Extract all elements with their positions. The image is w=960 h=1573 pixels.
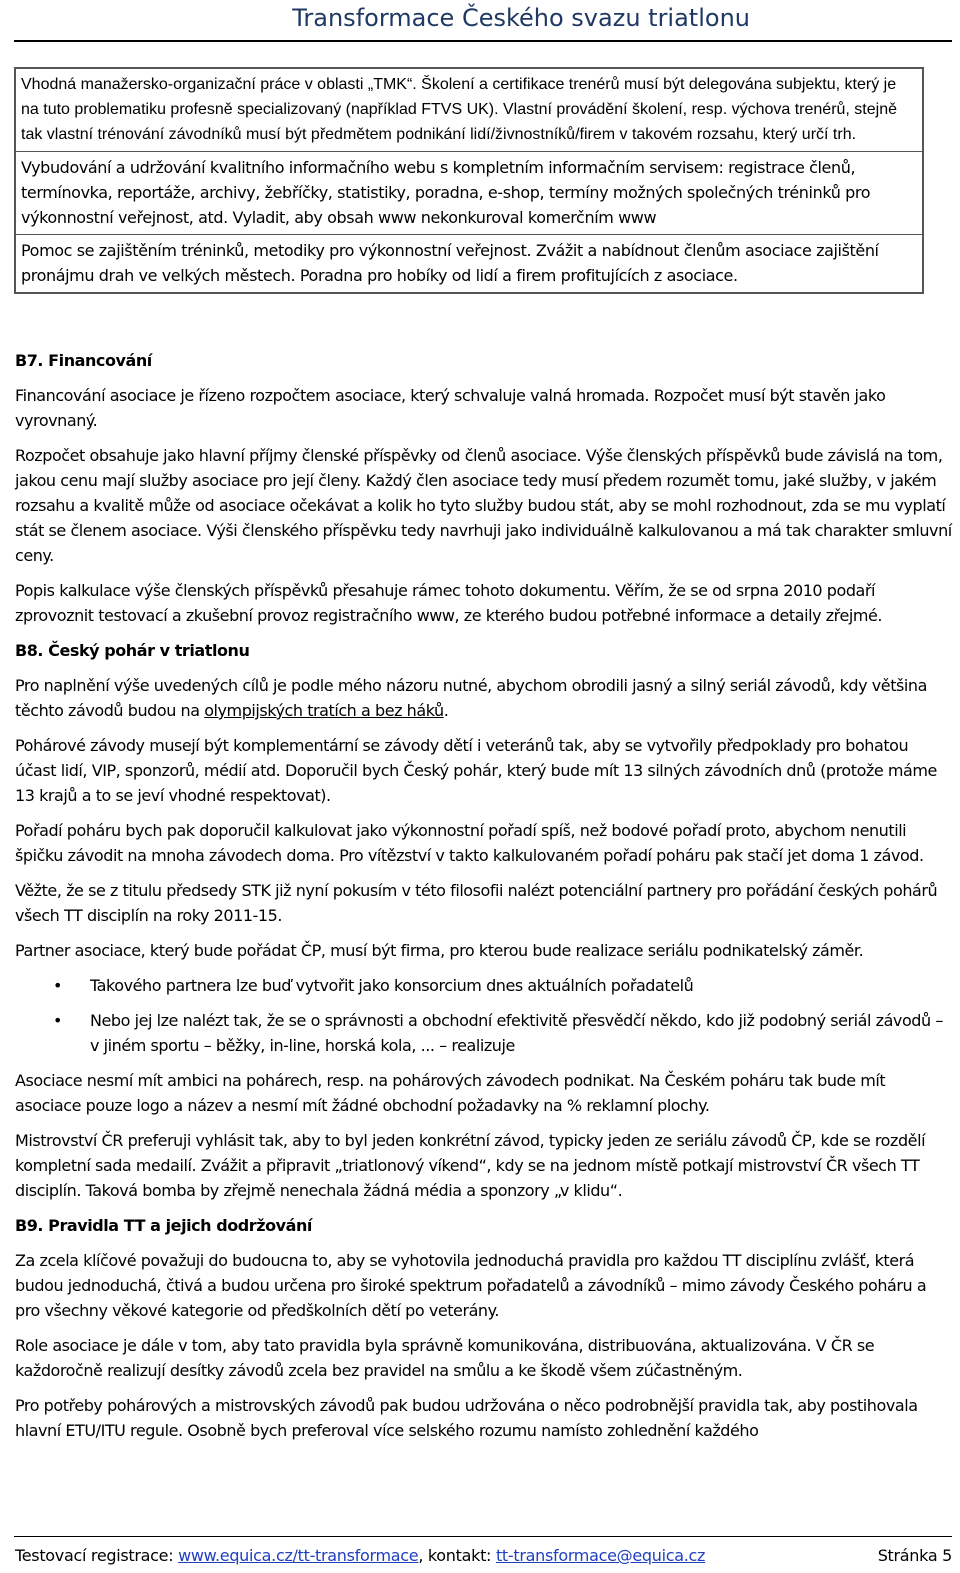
paragraph: Pořadí poháru bych pak doporučil kalkulovat jako výkonnostní pořadí spíš, než bodové pořadí proto, abychom nenutili špičku závodit na mnoha závodech doma. Pro vítězství v takto kalkulovaném pořadí poháru pak stačí jet doma 1 závod. xyxy=(15,821,924,865)
paragraph-text: . xyxy=(443,701,449,720)
paragraph: Financování asociace je řízeno rozpočtem asociace, který schvaluje valná hromada. Rozpočet musí být stavěn jako vyrovnaný. xyxy=(15,386,886,430)
paragraph: Mistrovství ČR preferuji vyhlásit tak, aby to byl jeden konkrétní závod, typicky jeden ze seriálu závodů ČP, kde se rozdělí kompletní sada medailí. Zvážit a připravit „triatlonový víkend“, kdy se na jednom místě potkají mistrovství ČR všech TT disciplín. Taková bomba by zřejmě nenechala žádná média a sponzory „v klidu“. xyxy=(15,1131,926,1200)
table-row: Vhodná manažersko-organizační práce v oblasti „TMK“. Školení a certifikace trenérů musí být delegována subjektu, který je na tuto problematiku profesně specializovaný (například FTVS UK). Vlastní provádění školení, resp. výchova trenérů, stejně tak vlastní trénování závodníků musí být předmětem podnikání lidí/živnostníků/firem v takovém rozsahu, který určí trh. xyxy=(16,69,922,152)
section-heading-b7: B7. Financování xyxy=(15,351,152,370)
paragraph: Rozpočet obsahuje jako hlavní příjmy členské příspěvky od členů asociace. Výše členských příspěvků bude závislá na tom, jakou cenu mají služby asociace pro její členy. Každý člen asociace tedy musí předem rozumět tomu, jaké služby, v jakém rozsahu a kvalitě může od asociace očekávat a kolik ho tyto služby budou stát, aby se mohl rozhodnout, zda se mu vyplatí stát se členem asociace. Výši členského příspěvku tedy navrhuji jako individuálně kalkulovanou a má tak charakter smluvní ceny. xyxy=(15,446,952,565)
section-heading-b9: B9. Pravidla TT a jejich dodržování xyxy=(15,1216,312,1235)
paragraph: Pro potřeby pohárových a mistrovských závodů pak budou udržována o něco podrobnější pravidla tak, aby postihovala hlavní ETU/ITU regule. Osobně bych preferoval více selského rozumu namísto zohlednění každého xyxy=(15,1396,918,1440)
registration-link[interactable]: www.equica.cz/tt-transformace xyxy=(178,1546,419,1565)
header-divider xyxy=(14,40,952,42)
footer-divider xyxy=(14,1536,952,1537)
list-item-text: Nebo jej lze nalézt tak, že se o správnosti a obchodní efektivitě přesvědčí někdo, kdo již podobný seriál závodů – v jiném sportu – běžky, in-line, horská kola, ... – realizuje xyxy=(90,1011,943,1055)
services-table xyxy=(14,67,924,294)
section-heading-b8: B8. Český pohár v triatlonu xyxy=(15,641,250,660)
paragraph: Za zcela klíčové považuji do budoucna to, aby se vyhotovila jednoduchá pravidla pro každou TT disciplínu zvlášť, která budou jednoduchá, čtivá a budou určena pro široké spektrum pořadatelů a závodníků – mimo závody Českého poháru a pro všechny věkové kategorie od předškolních dětí po veterány. xyxy=(15,1251,927,1320)
paragraph: Věžte, že se z titulu předsedy STK již nyní pokusím v této filosofii nalézt potenciální partnery pro pořádání českých pohárů všech TT disciplín na roky 2011-15. xyxy=(15,881,938,925)
contact-email-link[interactable]: tt-transformace@equica.cz xyxy=(495,1546,706,1565)
list-item-text: Takového partnera lze buď vytvořit jako konsorcium dnes aktuálních pořadatelů xyxy=(90,976,694,995)
paragraph xyxy=(15,673,953,723)
paragraph-text: Pro naplnění výše uvedených cílů je podle mého názoru nutné, abychom obrodili jasný a silný seriál závodů, kdy většina těchto závodů budou na xyxy=(15,676,927,720)
page-header xyxy=(0,0,960,40)
paragraph: Partner asociace, který bude pořádat ČP, musí být firma, pro kterou bude realizace seriálu podnikatelský záměr. xyxy=(15,941,864,960)
list-item xyxy=(15,973,953,998)
page-footer xyxy=(15,1543,952,1569)
document-body xyxy=(15,348,953,1453)
bullet-icon: • xyxy=(53,1011,62,1030)
paragraph: Popis kalkulace výše členských příspěvků přesahuje rámec tohoto dokumentu. Věřím, že se od srpna 2010 podaří zprovoznit testovací a zkušební provoz registračního www, ze kterého budou potřebné informace a detaily zřejmé. xyxy=(15,581,883,625)
underlined-text: olympijských tratích a bez háků xyxy=(204,701,444,720)
paragraph: Asociace nesmí mít ambici na pohárech, resp. na pohárových závodech podnikat. Na Českém poháru tak bude mít asociace pouze logo a název a nesmí mít žádné obchodní požadavky na % reklamní plochy. xyxy=(15,1071,886,1115)
footer-registration-label: Testovací registrace: xyxy=(15,1546,179,1565)
list-item xyxy=(15,1008,953,1058)
table-row: Vybudování a udržování kvalitního informačního webu s kompletním informačním servisem: registrace členů, termínovka, reportáže, archivy, žebříčky, statistiky, poradna, e-shop, termíny možných společných tréninků pro výkonnostní veřejnost, atd. Vyladit, aby obsah www nekonkuroval komerčním www xyxy=(16,152,922,235)
footer-contact-label: , kontakt: xyxy=(418,1546,496,1565)
paragraph: Role asociace je dále v tom, aby tato pravidla byla správně komunikována, distribuována, aktualizována. V ČR se každoročně realizují desítky závodů zcela bez pravidel na smůlu a ke škodě všem zúčastněným. xyxy=(15,1336,875,1380)
table-row: Pomoc se zajištěním tréninků, metodiky pro výkonnostní veřejnost. Zvážit a nabídnout členům asociace zajištění pronájmu drah ve velkých městech. Poradna pro hobíky od lidí a firem profitujících z asociace. xyxy=(21,241,879,285)
page-number: Stránka 5 xyxy=(877,1546,952,1565)
paragraph: Pohárové závody musejí být komplementární se závody dětí i veteránů tak, aby se vytvořily předpoklady pro bohatou účast lidí, VIP, sponzorů, médií atd. Doporučil bych Český pohár, který bude mít 13 silných závodních dnů (protože máme 13 krajů a to se jeví vhodné respektovat). xyxy=(15,736,937,805)
document-title: Transformace Českého svazu triatlonu xyxy=(292,4,750,32)
bullet-icon: • xyxy=(53,976,62,995)
bullet-list xyxy=(15,973,953,1058)
